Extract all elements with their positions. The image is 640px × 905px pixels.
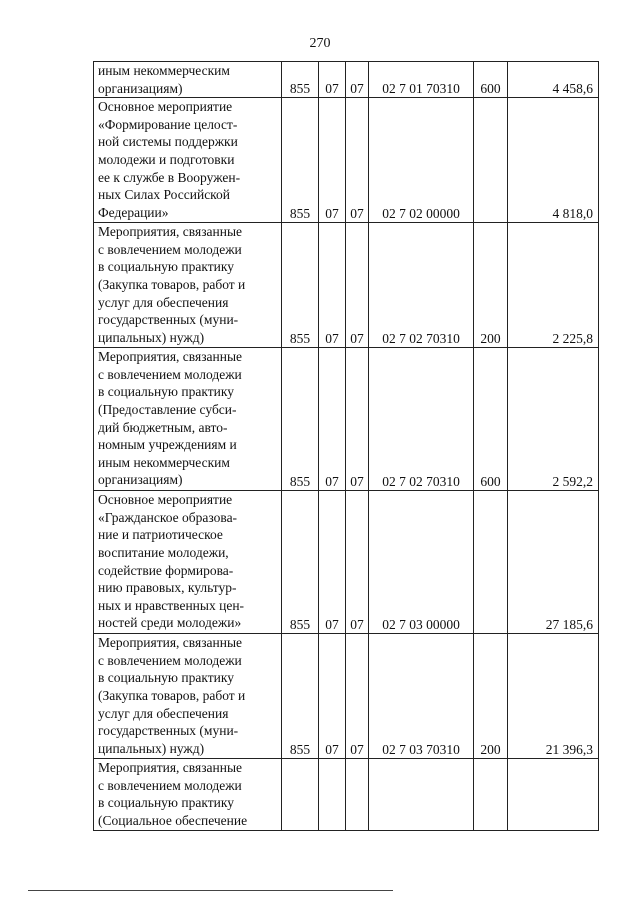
ministry-code: 855 (282, 62, 319, 98)
subsection-code: 07 (346, 62, 369, 98)
subsection-code: 07 (346, 98, 369, 223)
ministry-code: 855 (282, 98, 319, 223)
expense-type-code (474, 759, 508, 831)
row-description: Основное мероприятие «Формирование целост- ной системы поддержки молодежи и подготовки ее к службе в Вооружен- ных Силах Российской Федерации» (94, 98, 282, 223)
target-article-code: 02 7 02 70310 (369, 223, 474, 348)
target-article-code (369, 759, 474, 831)
section-code: 07 (319, 491, 346, 634)
table-row (94, 348, 599, 491)
subsection-code: 07 (346, 634, 369, 759)
row-description: Мероприятия, связанные с вовлечением молодежи в социальную практику (Предоставление субси- дий бюджетным, авто- номным учреждениям и иным некоммерческим организациям) (94, 348, 282, 491)
expense-type-code: 600 (474, 62, 508, 98)
ministry-code: 855 (282, 223, 319, 348)
amount: 2 225,8 (508, 223, 599, 348)
table-row (94, 759, 599, 831)
amount (508, 759, 599, 831)
amount: 21 396,3 (508, 634, 599, 759)
expense-type-code: 200 (474, 634, 508, 759)
subsection-code: 07 (346, 491, 369, 634)
ministry-code: 855 (282, 634, 319, 759)
expense-type-code: 200 (474, 223, 508, 348)
table-row (94, 634, 599, 759)
row-description: Основное мероприятие «Гражданское образова- ние и патриотическое воспитание молодежи, содействие формирова- нию правовых, культур- ных и нравственных цен- ностей среди молодежи» (94, 491, 282, 634)
target-article-code: 02 7 03 00000 (369, 491, 474, 634)
footer-rule (28, 890, 393, 891)
subsection-code: 07 (346, 223, 369, 348)
section-code: 07 (319, 223, 346, 348)
amount: 2 592,2 (508, 348, 599, 491)
page-number: 270 (309, 36, 331, 51)
expense-type-code (474, 491, 508, 634)
section-code: 07 (319, 634, 346, 759)
target-article-code: 02 7 02 70310 (369, 348, 474, 491)
section-code: 07 (319, 62, 346, 98)
expense-type-code (474, 98, 508, 223)
ministry-code: 855 (282, 491, 319, 634)
expense-type-code: 600 (474, 348, 508, 491)
section-code: 07 (319, 98, 346, 223)
row-description: Мероприятия, связанные с вовлечением молодежи в социальную практику (Закупка товаров, работ и услуг для обеспечения государственных (муни- ципальных) нужд) (94, 223, 282, 348)
amount: 4 818,0 (508, 98, 599, 223)
amount: 27 185,6 (508, 491, 599, 634)
subsection-code (346, 759, 369, 831)
target-article-code: 02 7 02 00000 (369, 98, 474, 223)
target-article-code: 02 7 03 70310 (369, 634, 474, 759)
table-row (94, 223, 599, 348)
budget-table-body (94, 62, 599, 831)
ministry-code: 855 (282, 348, 319, 491)
section-code: 07 (319, 348, 346, 491)
table-row (94, 491, 599, 634)
section-code (319, 759, 346, 831)
row-description: Мероприятия, связанные с вовлечением молодежи в социальную практику (Закупка товаров, работ и услуг для обеспечения государственных (муни- ципальных) нужд) (94, 634, 282, 759)
table-row (94, 62, 599, 98)
budget-table (93, 61, 599, 831)
subsection-code: 07 (346, 348, 369, 491)
table-row (94, 98, 599, 223)
target-article-code: 02 7 01 70310 (369, 62, 474, 98)
amount: 4 458,6 (508, 62, 599, 98)
row-description: Мероприятия, связанные с вовлечением молодежи в социальную практику (Социальное обеспечение (94, 759, 282, 831)
ministry-code (282, 759, 319, 831)
row-description: иным некоммерческим организациям) (94, 62, 282, 98)
